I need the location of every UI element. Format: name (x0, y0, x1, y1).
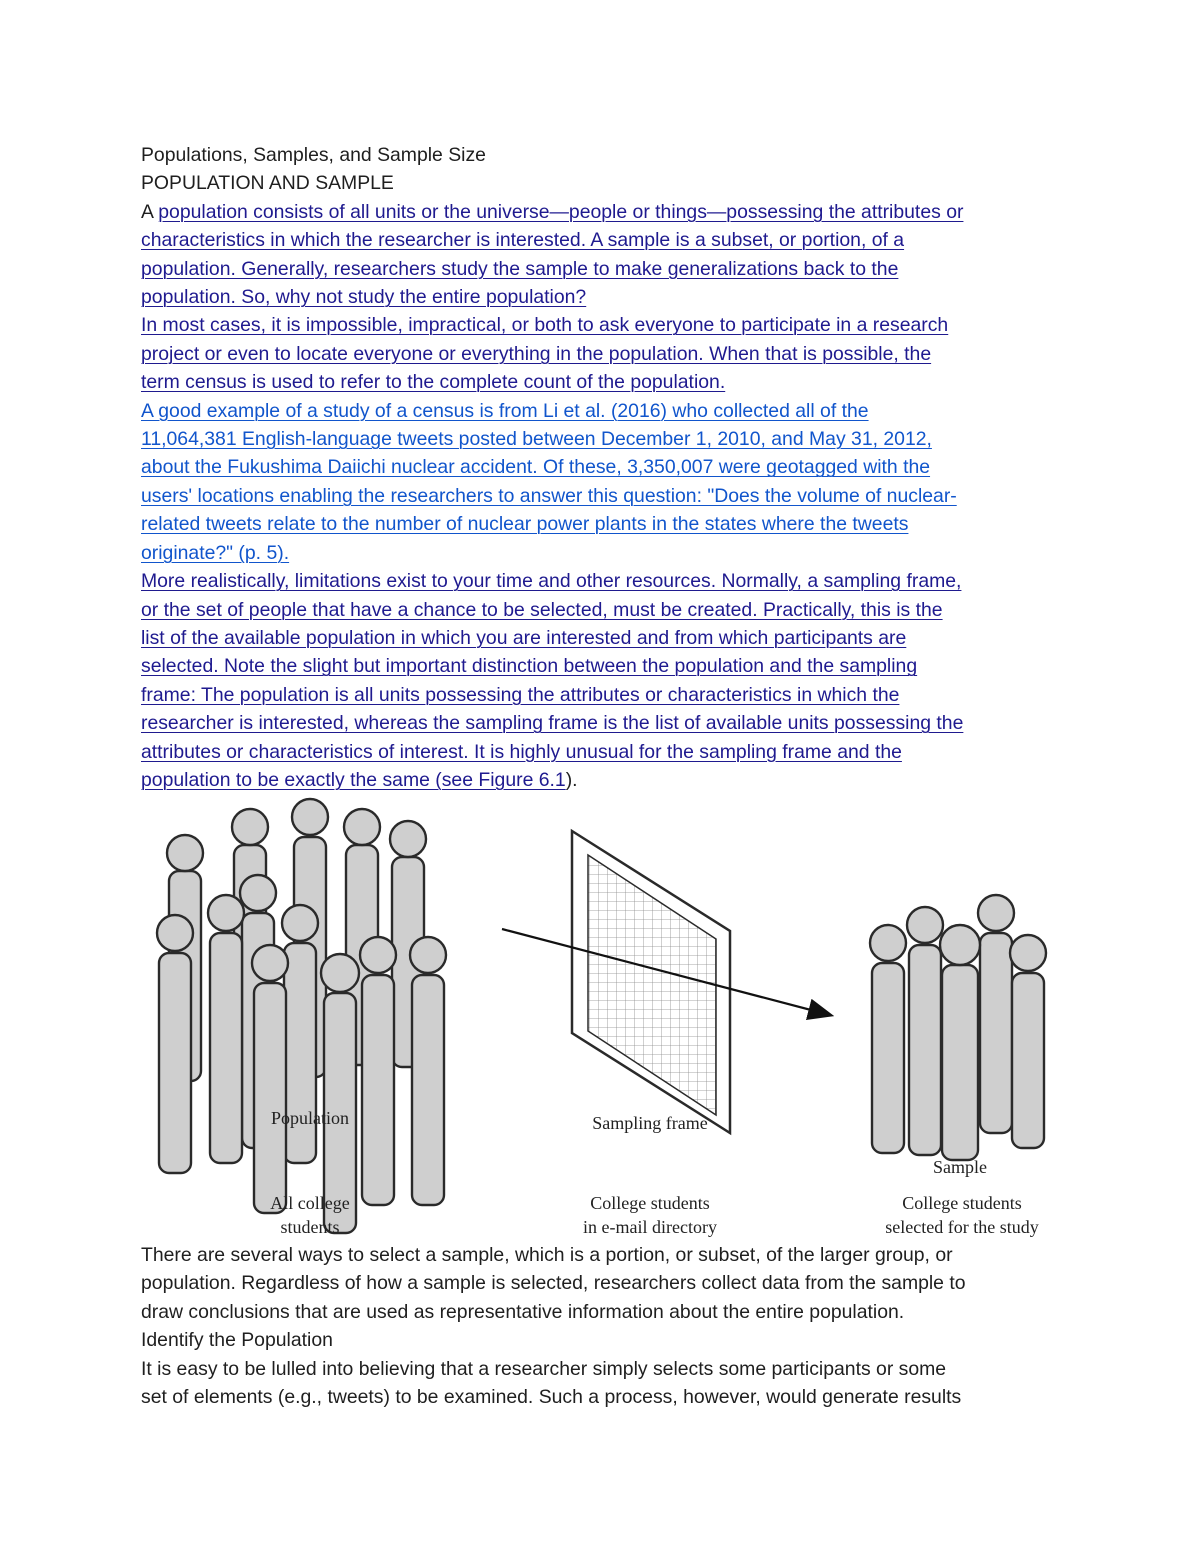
para1-prefix: A (141, 200, 159, 223)
para5-line-1: There are several ways to select a sample, which is a portion, or subset, of the larger group, or (141, 1244, 953, 1266)
para4-line-6[interactable]: researcher is interested, whereas the sampling frame is the list of available units possessing the (141, 712, 964, 735)
para4-line-2[interactable]: or the set of people that have a chance to be selected, must be created. Practically, this is the (141, 598, 943, 621)
para4-line-8 (141, 766, 1076, 794)
para4-line-5[interactable]: frame: The population is all units possessing the attributes or characteristics in which the (141, 683, 900, 706)
caption-mid-line-2: in e-mail directory (583, 1217, 717, 1237)
caption-all-students (230, 1191, 390, 1239)
document-title: Populations, Samples, and Sample Size (141, 144, 486, 166)
para4-line-4[interactable]: selected. Note the slight but important distinction between the population and the sampling (141, 655, 918, 678)
para4-line-3[interactable]: list of the available population in which you are interested and from which participants are (141, 626, 907, 649)
para3-line-5[interactable]: related tweets relate to the number of nuclear power plants in the states where the tweets (141, 513, 909, 536)
population-crowd-icon (157, 799, 446, 1233)
para4-suffix: ). (565, 768, 578, 791)
label-sampling-frame: Sampling frame (592, 1113, 708, 1133)
top-text-block (141, 141, 1076, 794)
para3-line-6[interactable]: originate?" (p. 5). (141, 541, 290, 564)
para6-line-2: set of elements (e.g., tweets) to be examined. Such a process, however, would generate results (141, 1386, 962, 1409)
para3-line-1[interactable]: A good example of a study of a census is from Li et al. (2016) who collected all of the (141, 399, 869, 422)
para1-line-1[interactable]: population consists of all units or the universe—people or things—possessing the attributes or (158, 200, 964, 223)
para3-line-3[interactable]: about the Fukushima Daiichi nuclear accident. Of these, 3,350,007 were geotagged with the (141, 456, 931, 479)
caption-mid-line-1: College students (590, 1193, 710, 1213)
label-sample: Sample (933, 1157, 987, 1177)
label-population: Population (270, 1108, 349, 1128)
paragraph-population (141, 198, 1076, 226)
section-heading: POPULATION AND SAMPLE (141, 172, 394, 195)
para5-line-3: draw conclusions that are used as representative information about the entire population. (141, 1300, 905, 1323)
bottom-text-block (141, 1241, 1076, 1411)
para4-line-7[interactable]: attributes or characteristics of interest. It is highly unusual for the sampling frame and the (141, 740, 902, 763)
caption-right-line-1: College students (902, 1193, 1022, 1213)
para5-line-2: population. Regardless of how a sample is selected, researchers collect data from the sample to (141, 1272, 966, 1295)
figure-population-sampling (130, 793, 1070, 1240)
caption-selected-students (862, 1191, 1062, 1239)
caption-right-line-2: selected for the study (885, 1217, 1039, 1237)
para1-line-2[interactable]: characteristics in which the researcher is interested. A sample is a subset, or portion, of a (141, 229, 905, 252)
figure-reference-link[interactable]: population to be exactly the same (see Figure 6.1 (141, 768, 566, 791)
para3-line-2[interactable]: 11,064,381 English-language tweets posted between December 1, 2010, and May 31, 2012, (141, 428, 932, 451)
caption-left-line-1: All college (270, 1193, 350, 1213)
para4-line-1[interactable]: More realistically, limitations exist to your time and other resources. Normally, a sampling frame, (141, 570, 962, 593)
para2-line-2[interactable]: project or even to locate everyone or everything in the population. When that is possible, the (141, 342, 932, 365)
para1-line-4[interactable]: population. So, why not study the entire population? (141, 286, 587, 309)
caption-left-line-2: students (280, 1217, 340, 1237)
caption-email-directory (560, 1191, 740, 1239)
heading-identify-population: Identify the Population (141, 1329, 333, 1352)
sample-group-icon (870, 895, 1046, 1160)
para3-line-4[interactable]: users' locations enabling the researchers to answer this question: "Does the volume of nuclear- (141, 484, 957, 507)
para6-line-1: It is easy to be lulled into believing that a researcher simply selects some participants or some (141, 1357, 947, 1380)
para2-line-3[interactable]: term census is used to refer to the complete count of the population. (141, 371, 726, 394)
para1-line-3[interactable]: population. Generally, researchers study the sample to make generalizations back to the (141, 257, 899, 280)
para2-line-1[interactable]: In most cases, it is impossible, impractical, or both to ask everyone to participate in a research (141, 314, 949, 337)
